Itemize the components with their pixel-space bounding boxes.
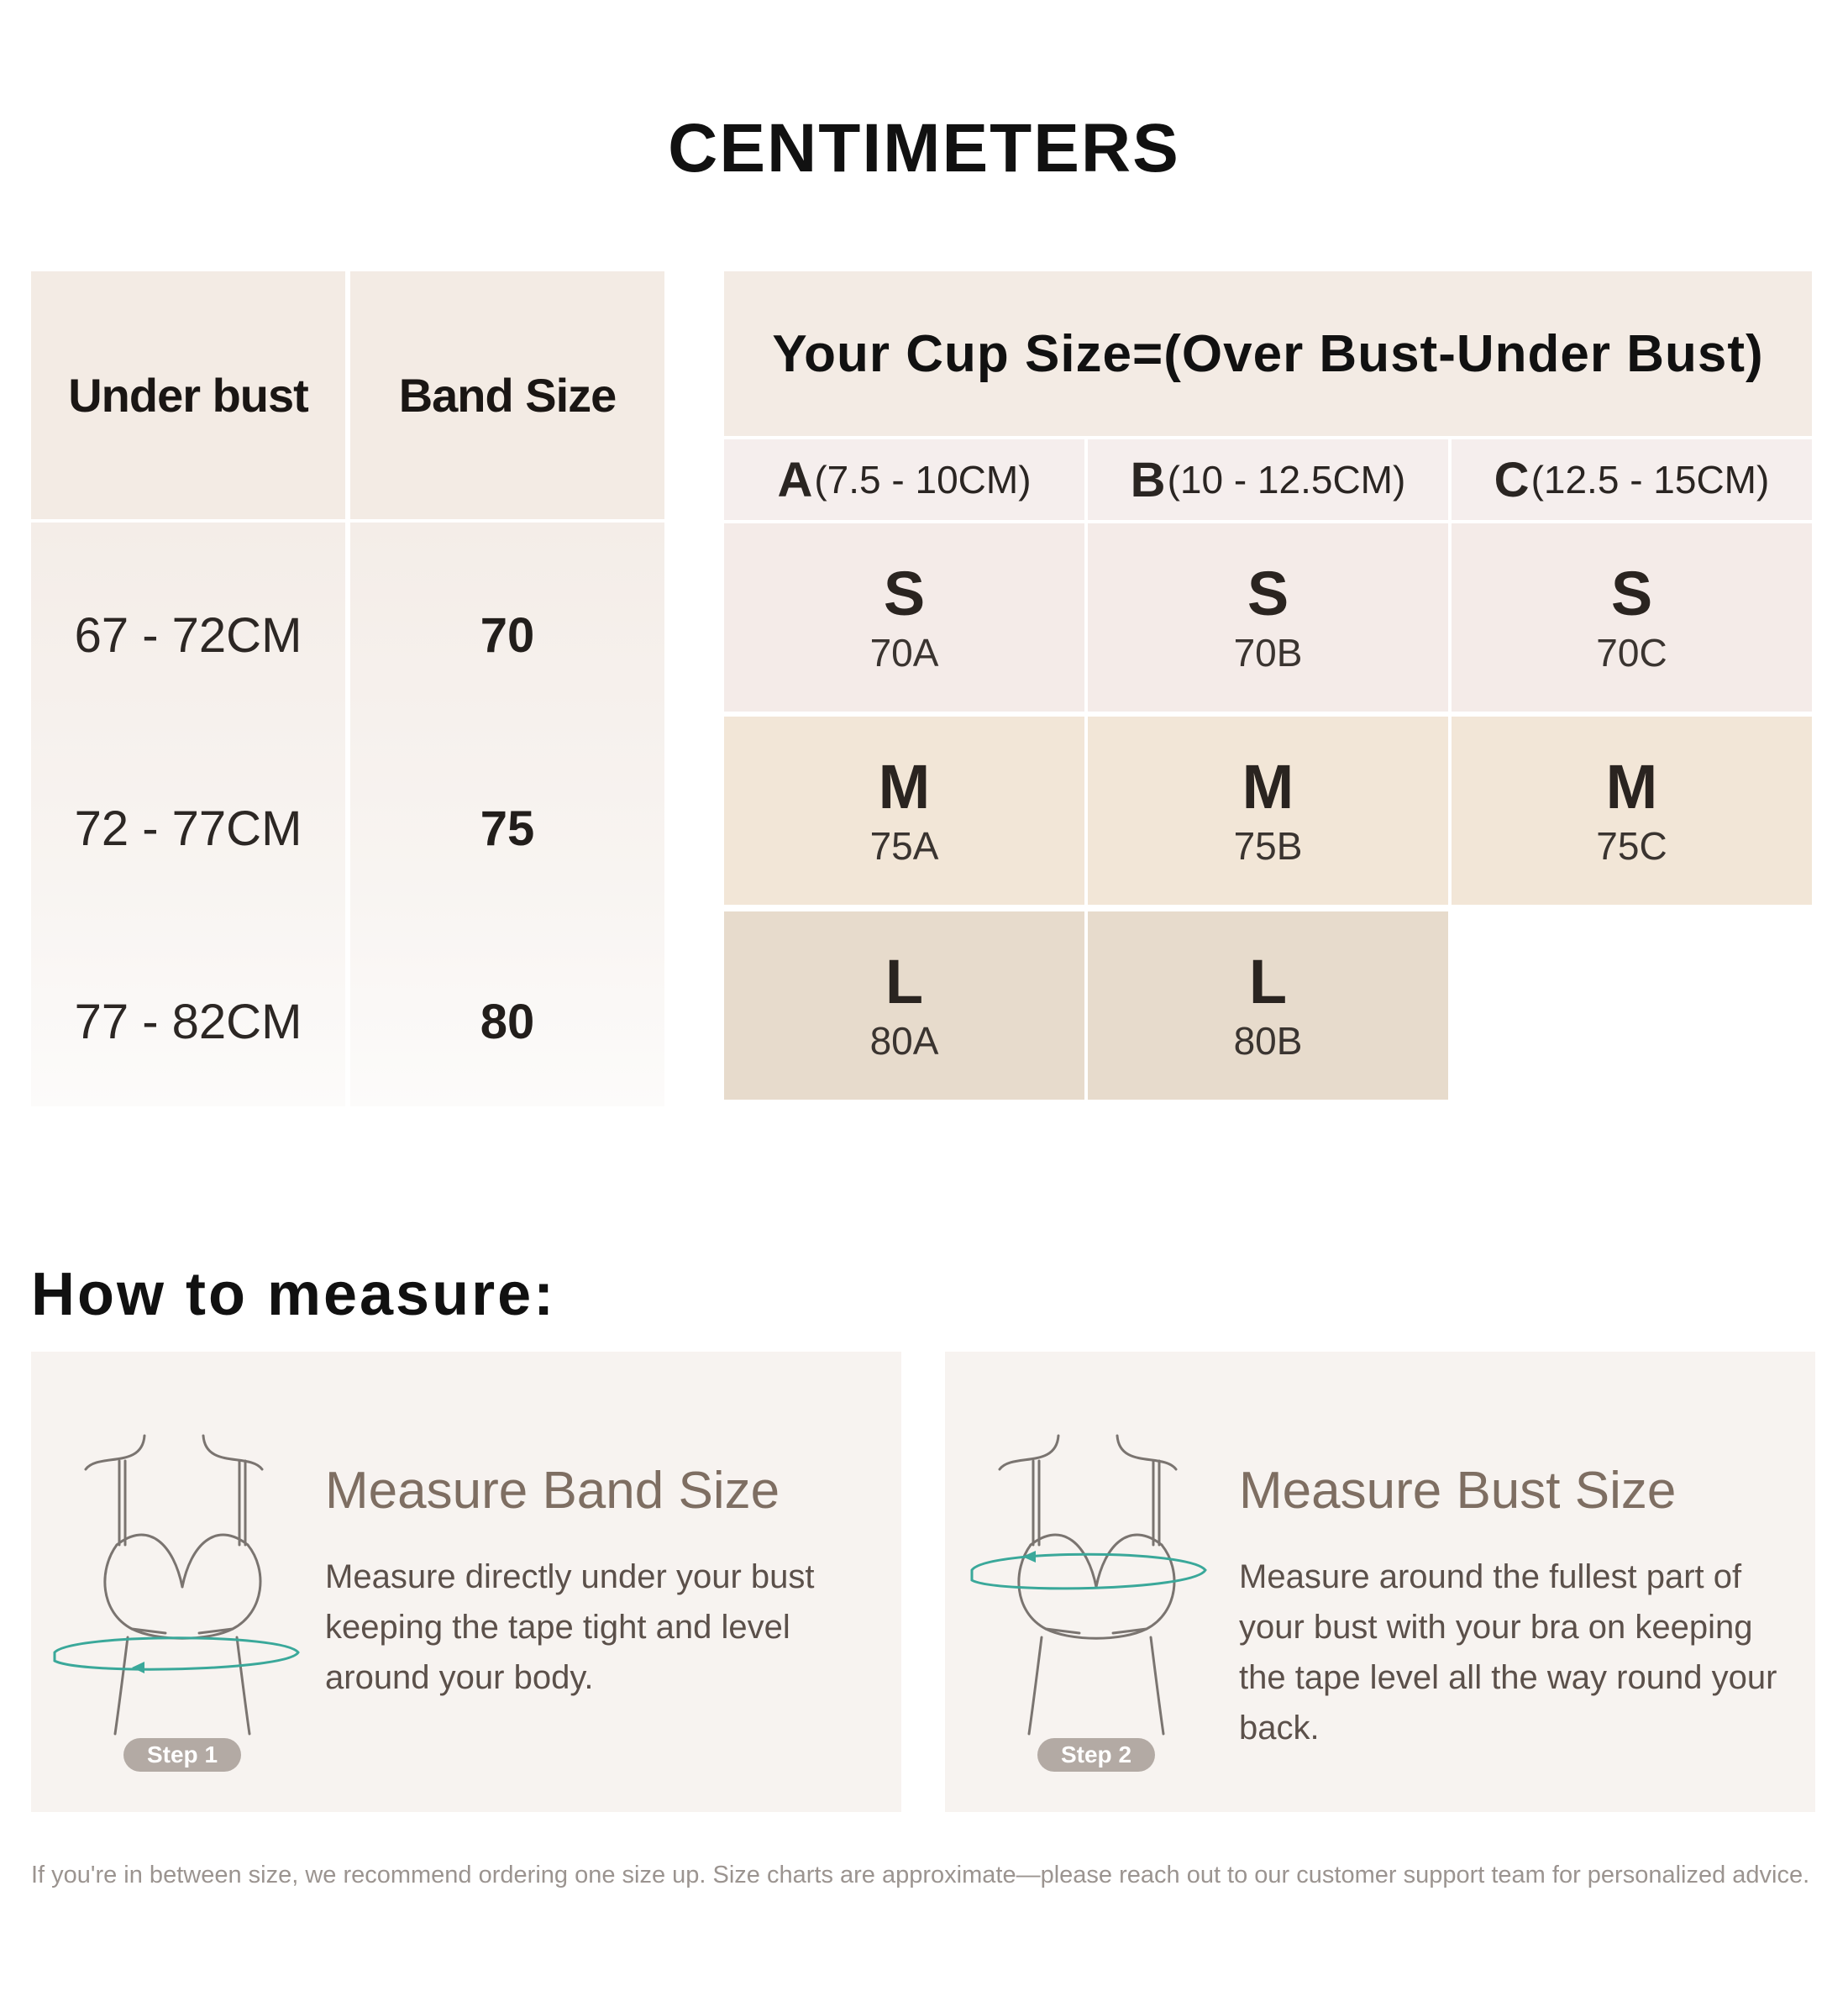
size-cell [1452,717,1812,905]
band-size-table [31,271,664,1106]
cup-range: (10 - 12.5CM) [1167,458,1406,502]
header-band-size: Band Size [350,271,664,519]
size-cell [724,911,1084,1100]
band-size-cell: 80 [480,994,535,1049]
size-letter: L [1248,947,1288,1016]
under-bust-cell: 67 - 72CM [74,607,302,663]
under-bust-cell: 72 - 77CM [74,801,302,856]
size-code: 75B [1233,824,1303,868]
cup-letter: B [1130,452,1166,507]
size-code: 80A [869,1019,939,1063]
size-cell [1088,523,1448,712]
size-code: 70A [869,631,939,675]
cup-letter: A [777,452,813,507]
size-letter: S [1610,559,1653,628]
card-description: Measure around the fullest part of your bust with your bra on keeping the tape level all the way round your back. [1239,1558,1777,1746]
size-cell [724,523,1084,712]
size-code: 75C [1596,824,1667,868]
card-description: Measure directly under your bust keeping the tape tight and level around your body. [325,1558,815,1696]
size-letter: S [883,559,926,628]
cup-range: (7.5 - 10CM) [814,458,1032,502]
how-to-measure-title: How to measure: [31,1261,557,1328]
cup-column-header-c [1452,439,1812,520]
step-badge: Step 1 [123,1738,241,1772]
cup-size-table [724,271,1812,1103]
size-letter: L [885,947,924,1016]
card-heading: Measure Bust Size [1239,1462,1677,1520]
measure-bust-card [945,1352,1815,1812]
size-letter: M [1242,752,1294,822]
step-badge: Step 2 [1037,1738,1155,1772]
size-code: 70C [1596,631,1667,675]
header-under-bust: Under bust [31,271,345,519]
band-size-cell: 75 [480,801,535,856]
bra-bust-measure-illustration [962,1419,1214,1738]
size-code: 70B [1233,631,1303,675]
size-letter: S [1247,559,1289,628]
cup-column-header-a [724,439,1084,520]
cup-range: (12.5 - 15CM) [1530,458,1770,502]
size-cell [1452,523,1812,712]
size-cell [724,717,1084,905]
size-cell [1088,911,1448,1100]
size-code: 80B [1233,1019,1303,1063]
measure-band-card [31,1352,901,1812]
size-letter: M [1605,752,1658,822]
under-bust-cell: 77 - 82CM [74,994,302,1049]
cup-column-header-b [1088,439,1448,520]
size-code: 75A [869,824,939,868]
band-size-cell: 70 [480,607,535,663]
cup-letter: C [1494,452,1530,507]
size-cell [1088,717,1448,905]
page-title: CENTIMETERS [668,110,1180,186]
size-advice-footnote: If you're in between size, we recommend ordering one size up. Size charts are approximate—please reach out to our customer support team for personalized advice. [31,1862,1810,1888]
size-letter: M [878,752,931,822]
card-heading: Measure Band Size [325,1462,780,1520]
bra-band-measure-illustration [48,1419,300,1738]
cup-size-formula: Your Cup Size=(Over Bust-Under Bust) [724,271,1812,436]
